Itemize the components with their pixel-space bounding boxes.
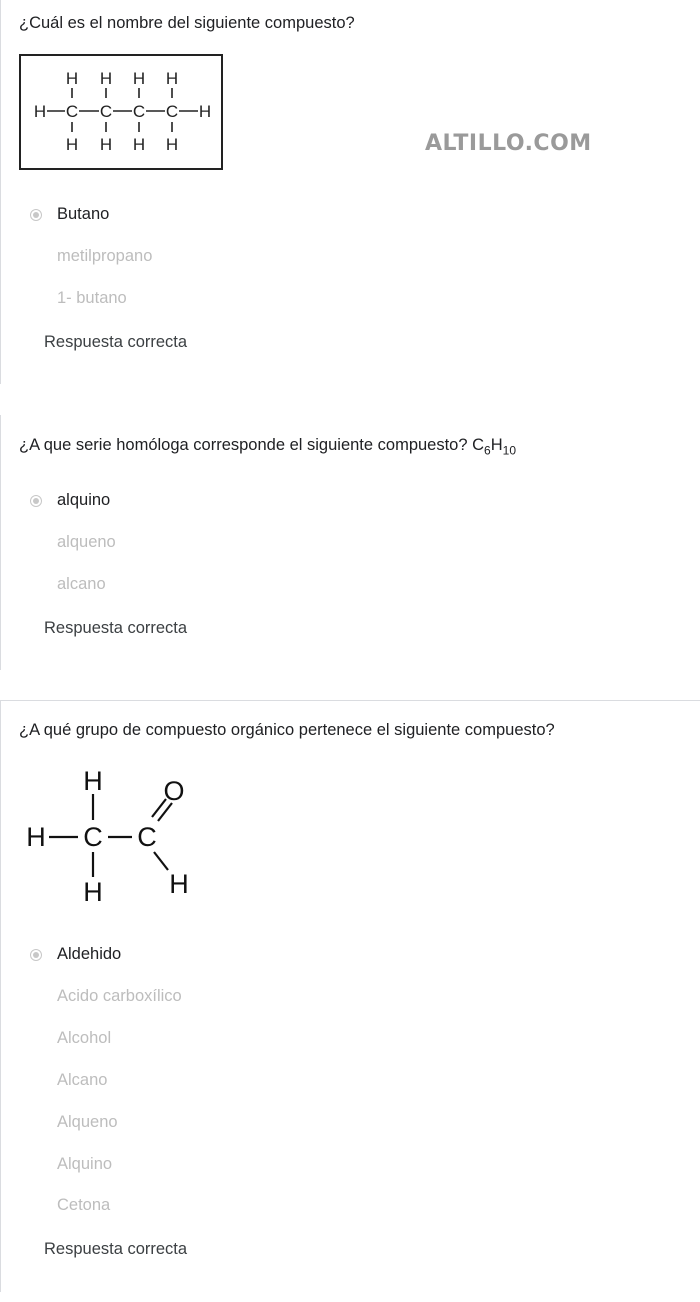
atom-h: H	[198, 102, 212, 121]
option[interactable]: Alqueno	[57, 1113, 118, 1131]
atom-h: H	[132, 135, 146, 154]
card-border	[0, 0, 1, 384]
option[interactable]: Butano	[57, 205, 110, 223]
card-border	[0, 700, 1, 1292]
option[interactable]: alquino	[57, 491, 111, 509]
atom-h: H	[165, 135, 179, 154]
atom-h: H	[26, 822, 46, 852]
card-border	[0, 415, 1, 670]
atom-h: H	[65, 69, 79, 88]
option[interactable]: metilpropano	[57, 247, 153, 265]
atom-h: H	[169, 869, 189, 899]
feedback-text: Respuesta correcta	[44, 1240, 188, 1258]
atom-c: C	[132, 102, 146, 121]
atom-h: H	[65, 135, 79, 154]
atom-c: C	[137, 822, 157, 852]
question-card-2	[0, 415, 700, 670]
radio-selected-icon[interactable]	[30, 495, 42, 507]
butane-structure-drawing	[21, 56, 221, 168]
formula: $C_6H_{10}$	[472, 436, 517, 458]
question-text: ¿A qué grupo de compuesto orgánico pertenece el siguiente compuesto?	[19, 721, 555, 739]
feedback-text: Respuesta correcta	[44, 619, 188, 637]
atom-h: H	[33, 102, 47, 121]
option[interactable]: Alcano	[57, 1071, 108, 1089]
option[interactable]: Aldehido	[57, 945, 122, 963]
atom-c: C	[65, 102, 79, 121]
option[interactable]: 1- butano	[57, 289, 127, 307]
option[interactable]: Acido carboxílico	[57, 987, 182, 1005]
question-card-3	[0, 700, 700, 1292]
atom-c: C	[99, 102, 113, 121]
card-top-border	[0, 700, 700, 701]
option[interactable]: Cetona	[57, 1196, 111, 1214]
atom-h: H	[83, 877, 103, 907]
option[interactable]: alqueno	[57, 533, 116, 551]
option[interactable]: alcano	[57, 575, 106, 593]
atom-c: C	[83, 822, 103, 852]
acetaldehyde-structure	[20, 762, 220, 912]
question-text	[19, 436, 516, 457]
question-card-1	[0, 0, 700, 384]
radio-selected-icon[interactable]	[30, 949, 42, 961]
butane-structure	[19, 54, 223, 170]
atom-c: C	[165, 102, 179, 121]
question-prefix: ¿A que serie homóloga corresponde el siguiente compuesto?	[19, 436, 473, 454]
atom-h: H	[132, 69, 146, 88]
option[interactable]: Alquino	[57, 1155, 113, 1173]
feedback-text: Respuesta correcta	[44, 333, 188, 351]
atom-o: O	[163, 776, 185, 806]
atom-h: H	[99, 135, 113, 154]
atom-h: H	[99, 69, 113, 88]
radio-selected-icon[interactable]	[30, 209, 42, 221]
option[interactable]: Alcohol	[57, 1029, 112, 1047]
atom-h: H	[165, 69, 179, 88]
atom-h: H	[83, 766, 103, 796]
watermark-logo: ALTILLO.COM	[425, 131, 592, 156]
question-text: ¿Cuál es el nombre del siguiente compuesto?	[19, 14, 355, 32]
